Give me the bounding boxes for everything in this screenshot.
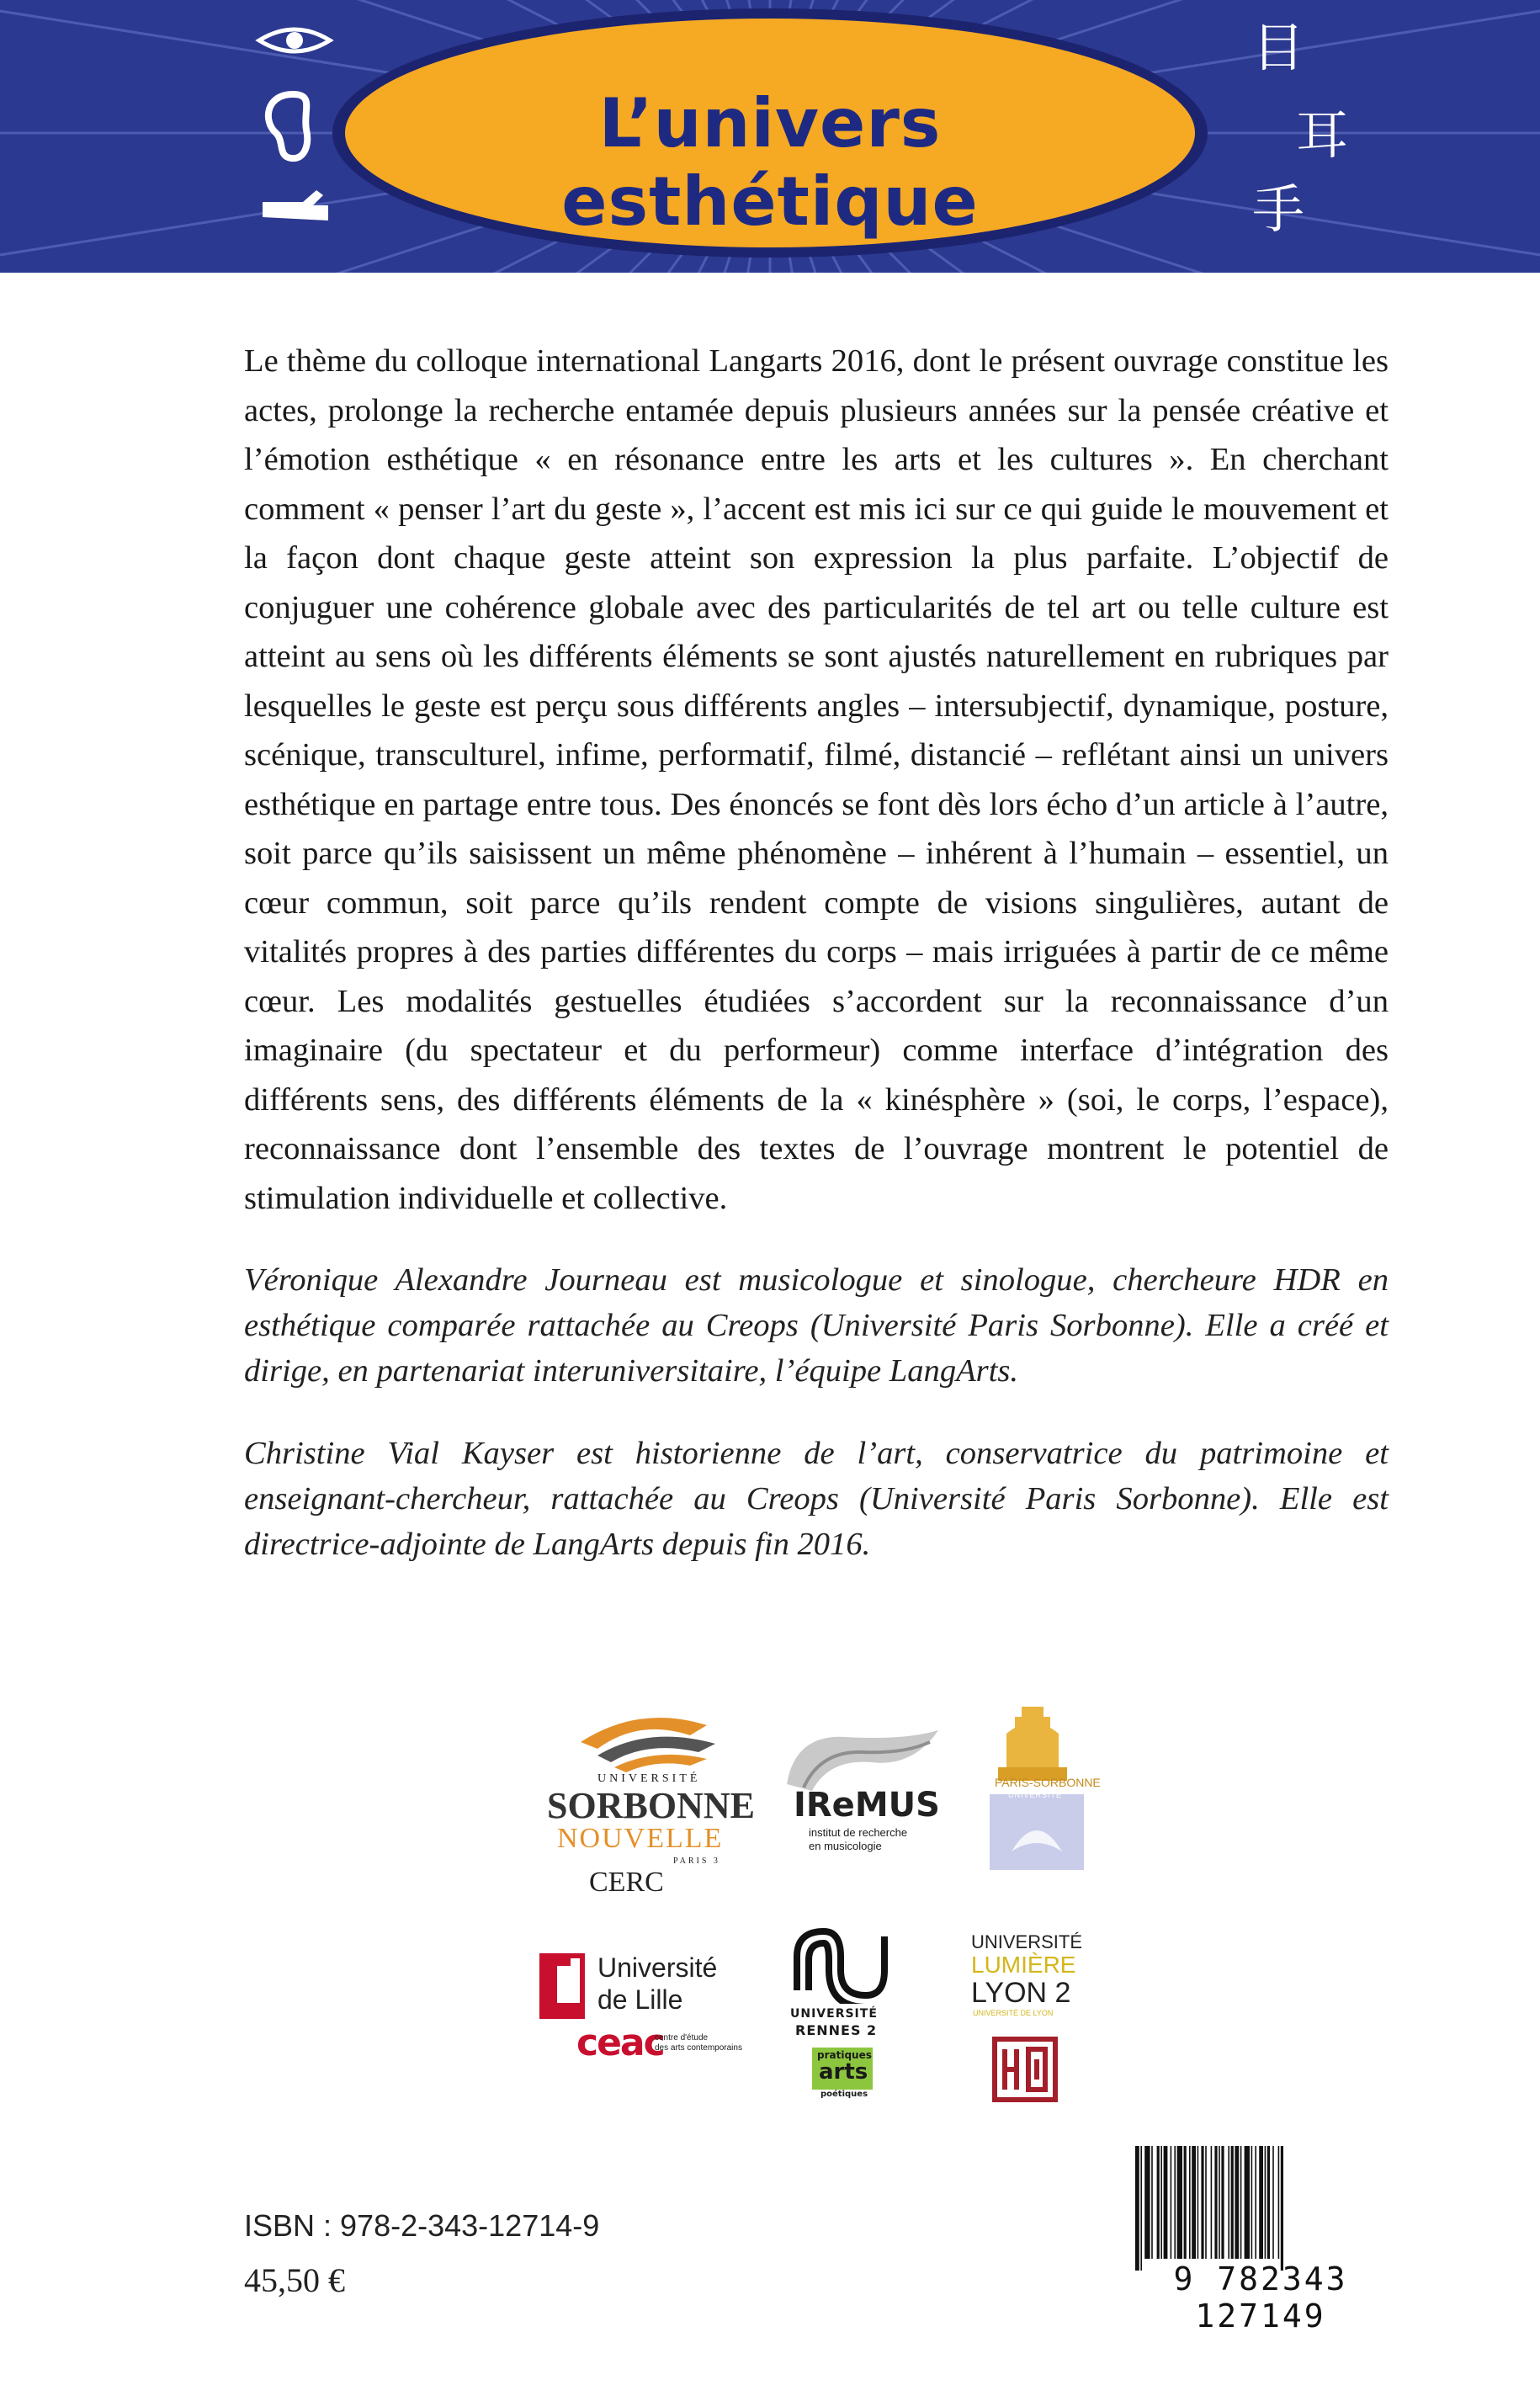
sorbonne-nouvelle-label: NOUVELLE — [557, 1823, 724, 1854]
arts-label: arts — [819, 2059, 868, 2085]
paris-sorbonne-name: PARIS-SORBONNE — [995, 1776, 1101, 1789]
lille-line1: Université — [597, 1952, 718, 1983]
pratiques-label: pratiques — [817, 2049, 872, 2061]
iremus-logo — [770, 1725, 964, 1860]
barcode-bar — [1157, 2146, 1160, 2259]
lille-emblem — [539, 1952, 589, 2020]
barcode-bar — [1259, 2146, 1263, 2259]
barcode-bar — [1135, 2146, 1139, 2271]
barcode-bar — [1140, 2146, 1142, 2271]
barcode-bar — [1267, 2146, 1270, 2259]
eye-glyph: 目 — [1252, 17, 1305, 78]
barcode-bar — [1278, 2146, 1280, 2259]
rennes-line1: UNIVERSITÉ — [790, 2007, 878, 2021]
barcode-bar — [1221, 2146, 1224, 2259]
rennes2-emblem — [790, 1923, 891, 2004]
barcode-bar — [1197, 2146, 1199, 2259]
poetiques-label: poétiques — [820, 2090, 868, 2099]
ear-icon — [268, 94, 307, 158]
barcode-bar — [1265, 2146, 1267, 2259]
universite-rennes2-logo — [787, 1923, 896, 2108]
barcode-bar — [1272, 2146, 1274, 2259]
ear-glyph: 耳 — [1296, 104, 1349, 166]
iremus-sub2: en musicologie — [809, 1840, 882, 1852]
lyon-line1: UNIVERSITÉ — [971, 1931, 1083, 1952]
barcode-bar — [1235, 2146, 1239, 2259]
eye-icon — [259, 29, 330, 51]
sorbonne-paris3-label: PARIS 3 — [673, 1856, 720, 1866]
ceac-sub1: centre d'étude — [655, 2033, 709, 2042]
hand-glyph: 手 — [1252, 178, 1305, 240]
universite-lyon2-logo — [968, 1931, 1086, 2108]
series-banner — [0, 0, 1540, 273]
barcode-bar — [1281, 2146, 1283, 2271]
hand-icon — [263, 190, 328, 220]
barcode-bar — [1214, 2146, 1217, 2259]
barcode-bar — [1251, 2146, 1253, 2259]
lyon-emblem — [991, 2036, 1059, 2103]
barcode-bar — [1151, 2146, 1153, 2259]
barcode-bar — [1144, 2146, 1150, 2259]
lyon-line4: UNIVERSITÉ DE LYON — [973, 2009, 1054, 2017]
paris-sorbonne-sub: UNIVERSITÉ — [1008, 1791, 1063, 1799]
lyon-line3: LYON 2 — [971, 1977, 1071, 2009]
barcode-bar — [1240, 2146, 1242, 2259]
barcode-bar — [1177, 2146, 1182, 2259]
barcode-bar — [1205, 2146, 1207, 2259]
sorbonne-nouvelle-emblem — [564, 1700, 757, 1776]
barcode-bar — [1211, 2146, 1213, 2259]
paris-sorbonne-logo — [969, 1700, 1101, 1872]
barcode-bar — [1192, 2146, 1196, 2259]
barcode-bar — [1160, 2146, 1162, 2259]
iremus-emblem — [778, 1725, 947, 1793]
barcode-bar — [1228, 2146, 1229, 2259]
barcode-bar — [1201, 2146, 1203, 2259]
isbn: ISBN : 978-2-343-12714-9 — [244, 2208, 600, 2243]
price: 45,50 € — [244, 2261, 345, 2299]
barcode-bar — [1245, 2146, 1250, 2259]
author-bio-vial-kayser: Christine Vial Kayser est historienne de l’art, conservatrice du patrimoine et enseignant-chercheur, rattachée au Creops (Université Paris Sorbonne). Elle est directrice-adjointe de LangArts depuis fin 2016. — [244, 1436, 1389, 1562]
author-bio-journeau: Véronique Alexandre Journeau est musicologue et sinologue, chercheure HDR en esthétique comparée rattachée au Creops (Université Paris Sorbonne). Elle a créé et dirige, en partenariat interuniversitaire, l’équipe LangArts. — [244, 1262, 1389, 1389]
barcode-bar — [1219, 2146, 1220, 2259]
barcode-bar — [1164, 2146, 1168, 2259]
barcode-bar — [1174, 2146, 1176, 2259]
lyon-line2: LUMIÈRE — [971, 1952, 1076, 1978]
iremus-sub1: institut de recherche — [809, 1826, 908, 1839]
barcode-bar — [1231, 2146, 1234, 2259]
barcode-bar — [1171, 2146, 1172, 2259]
sorbonne-nouvelle-logo — [547, 1700, 755, 1898]
barcode-icon — [1132, 2146, 1401, 2272]
barcode-bar — [1189, 2146, 1191, 2259]
barcode-bar — [1184, 2146, 1187, 2259]
rennes-line2: RENNES 2 — [795, 2022, 878, 2038]
ceac-logo: ceac — [576, 2021, 664, 2064]
iremus-name: IReMUS — [794, 1786, 940, 1825]
barcode-number: 9 782343 127149 — [1173, 2260, 1348, 2335]
book-summary: Le thème du colloque international Langarts 2016, dont le présent ouvrage constitue les actes, prolonge la recherche entamée depuis plusieurs années sur la pensée créative et l’émotion esthétique « en résonance entre les arts et les cultures ». En cherchant comment « penser l’art du geste », l’accent est mis ici sur ce qui guide le mouvement et la façon dont chaque geste atteint son expression la plus parfaite. L’objectif de conjuguer une cohérence globale avec des particularités de tel art ou telle culture est atteint au sens où les différents éléments se sont ajustés naturellement en rubriques par lesquelles le geste est perçu sous différents angles – intersubjectif, dynamique, posture, scénique, transculturel, infime, performatif, filmé, distancié – reflétant ainsi un univers esthétique en partage entre tous. Des énoncés se font dès lors écho d’un article à l’autre, soit parce qu’ils saisissent un même phénomène – inhérent à l’humain – essentiel, un cœur commun, soit parce qu’ils rendent compte de visions singulières, autant de vitalités propres à des parties différentes du corps – mais irriguées à partir de ce même cœur. Les modalités gestuelles étudiées s’accordent sur la reconnaissance d’un imaginaire (du spectateur et du performeur) comme interface d’intégration des différents sens, des différents éléments de la « kinésphère » (soi, le corps, l’espace), reconnaissance dont l’ensemble des textes de l’ouvrage montrent le potentiel de stimulation individuelle et collective. — [244, 343, 1389, 1216]
lille-line2: de Lille — [597, 1984, 683, 2015]
ceac-sub2: des arts contemporains — [655, 2043, 742, 2053]
barcode-bar — [1255, 2146, 1256, 2259]
sorbonne-name: SORBONNE — [547, 1785, 755, 1826]
cerc-label: CERC — [589, 1867, 664, 1898]
universite-de-lille-logo — [539, 1952, 749, 2087]
sorbonne-univ-label: UNIVERSITÉ — [597, 1772, 701, 1785]
series-title: L’univers esthétique — [561, 84, 979, 241]
